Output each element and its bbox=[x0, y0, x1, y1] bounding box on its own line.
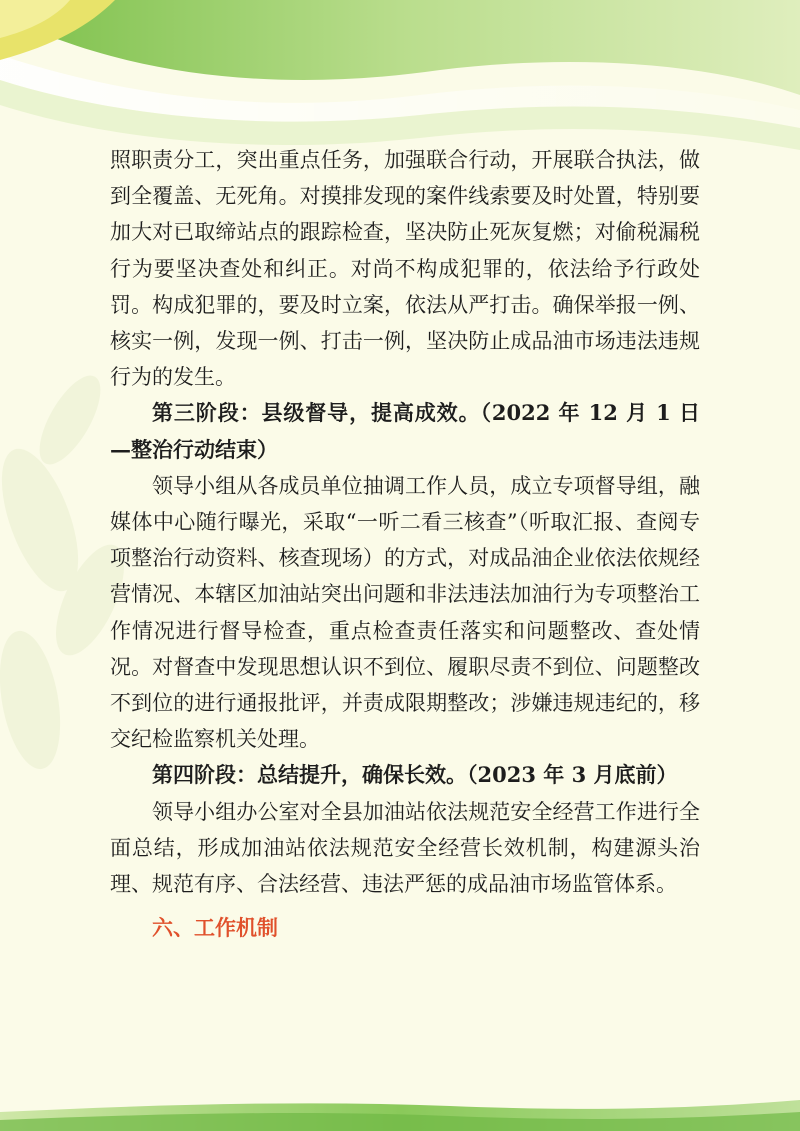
top-wave-decoration bbox=[0, 0, 800, 95]
stage-three-heading: 第三阶段：县级督导，提高成效。（2022 年 12 月 1 日—整治行动结束） bbox=[110, 400, 700, 462]
document-body bbox=[110, 142, 700, 946]
section-six-heading: 六、工作机制 bbox=[152, 915, 278, 941]
stage-four-heading: 第四阶段：总结提升，确保长效。（2023 年 3 月底前） bbox=[152, 762, 678, 788]
body-paragraph: 照职责分工，突出重点任务，加强联合行动，开展联合执法，做到全覆盖、无死角。对摸排发现的案件线索要及时处置，特别要加大对已取缔站点的跟踪检查，坚决防止死灰复燃；对偷税漏税行为要坚决查处和纠正。对尚不构成犯罪的，依法给予行政处罚。构成犯罪的，要及时立案，依法从严打击。确保举报一例、核实一例，发现一例、打击一例，坚决防止成品油市场违法违规行为的发生。 bbox=[110, 148, 700, 390]
body-paragraph: 领导小组从各成员单位抽调工作人员，成立专项督导组，融媒体中心随行曝光，采取“一听二看三核查”（听取汇报、查阅专项整治行动资料、核查现场）的方式，对成品油企业依法依规经营情况、本辖区加油站突出问题和非法违法加油行为专项整治工作情况进行督导检查，重点检查责任落实和问题整改、查处情况。对督查中发现思想认识不到位、履职尽责不到位、问题整改不到位的进行通报批评，并责成限期整改；涉嫌违规违纪的，移交纪检监察机关处理。 bbox=[110, 473, 700, 752]
body-paragraph: 领导小组办公室对全县加油站依法规范安全经营工作进行全面总结，形成加油站依法规范安全经营长效机制，构建源头治理、规范有序、合法经营、违法严惩的成品油市场监管体系。 bbox=[110, 799, 700, 897]
